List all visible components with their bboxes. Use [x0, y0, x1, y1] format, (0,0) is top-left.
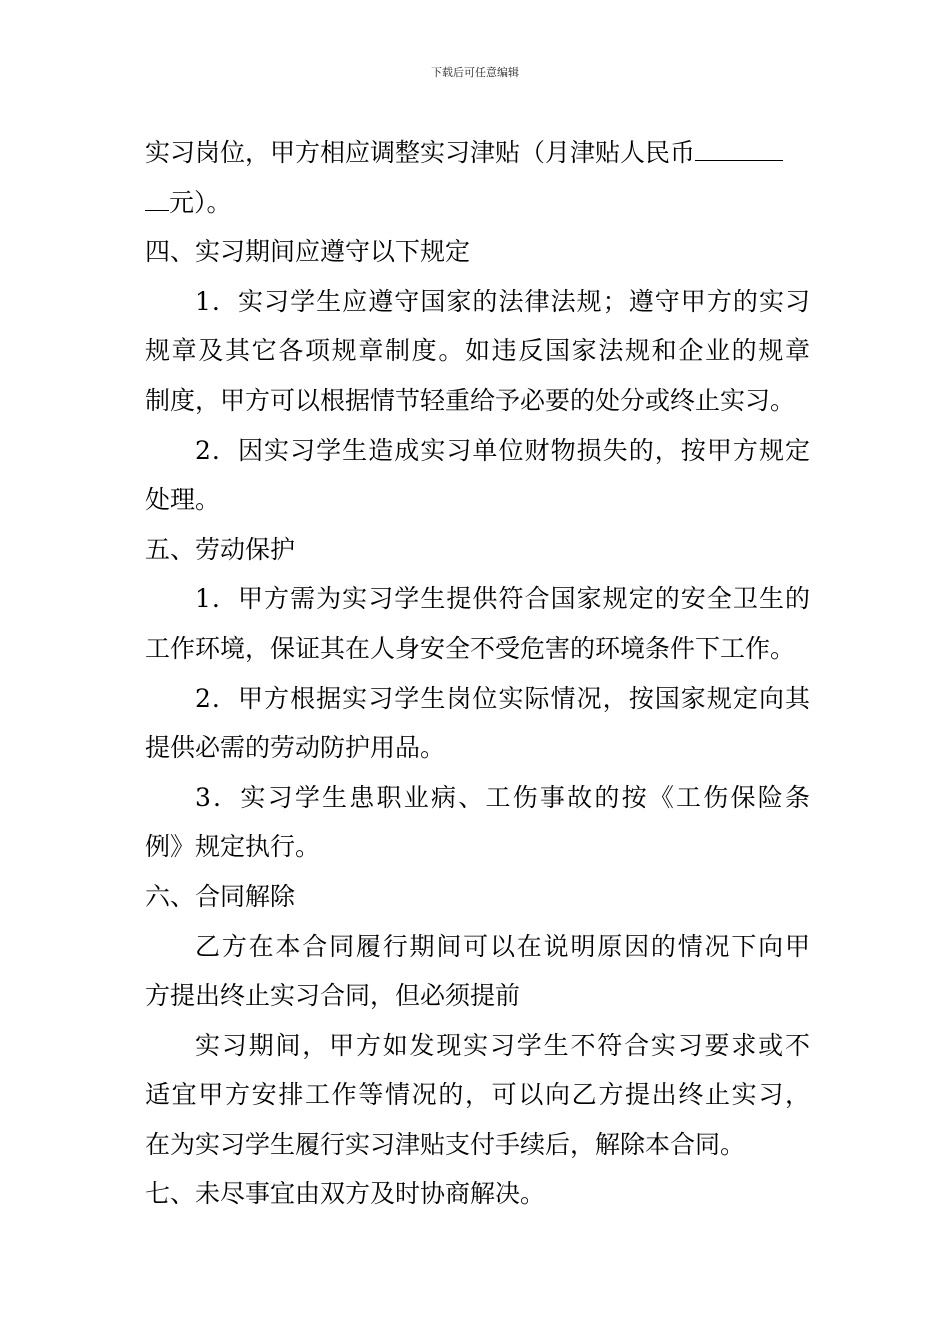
- paragraph-line: 提供必需的劳动防护用品。: [145, 733, 446, 763]
- paragraph-line: 1．甲方需为实习学生提供符合国家规定的安全卫生的: [195, 584, 810, 614]
- paragraph-line: 规章及其它各项规章制度。如违反国家法规和企业的规章: [145, 336, 810, 366]
- paragraph-line: 工作环境，保证其在人身安全不受危害的环境条件下工作。: [145, 633, 796, 663]
- paragraph-line: 2．甲方根据实习学生岗位实际情况，按国家规定向其: [195, 683, 810, 713]
- paragraph-line: 处理。: [145, 485, 221, 515]
- paragraph-line: 适宜甲方安排工作等情况的，可以向乙方提出终止实习，: [145, 1080, 810, 1110]
- fill-blank: [145, 181, 169, 211]
- section-heading: 五、劳动保护: [145, 534, 296, 564]
- paragraph-line: 方提出终止实习合同，但必须提前: [145, 981, 521, 1011]
- paragraph-line: [145, 178, 810, 228]
- section-heading: 四、实习期间应遵守以下规定: [145, 237, 471, 267]
- page-header: 下载后可任意编辑: [431, 66, 519, 79]
- fill-blank: [695, 131, 783, 161]
- paragraph-line: 乙方在本合同履行期间可以在说明原因的情况下向甲: [195, 931, 810, 961]
- text-run: 实习岗位，甲方相应调整实习津贴（月津贴人民币: [145, 138, 696, 167]
- text-run: 元）。: [169, 187, 232, 217]
- paragraph-line: 实习期间，甲方如发现实习学生不符合实习要求或不: [195, 1030, 810, 1060]
- document-body: [145, 128, 810, 1219]
- section-heading: 六、合同解除: [145, 881, 296, 911]
- paragraph-line: [145, 128, 810, 178]
- paragraph-line: 3．实习学生患职业病、工伤事故的按《工伤保险条: [195, 782, 810, 812]
- paragraph-line: 1．实习学生应遵守国家的法律法规；遵守甲方的实习: [195, 286, 810, 316]
- paragraph-line: 2．因实习学生造成实习单位财物损失的，按甲方规定: [195, 435, 810, 465]
- paragraph-line: 制度，甲方可以根据情节轻重给予必要的处分或终止实习。: [145, 385, 796, 415]
- section-heading: 七、未尽事宜由双方及时协商解决。: [145, 1179, 546, 1209]
- paragraph-line: 在为实习学生履行实习津贴支付手续后，解除本合同。: [145, 1129, 746, 1159]
- paragraph-line: 例》规定执行。: [145, 832, 321, 862]
